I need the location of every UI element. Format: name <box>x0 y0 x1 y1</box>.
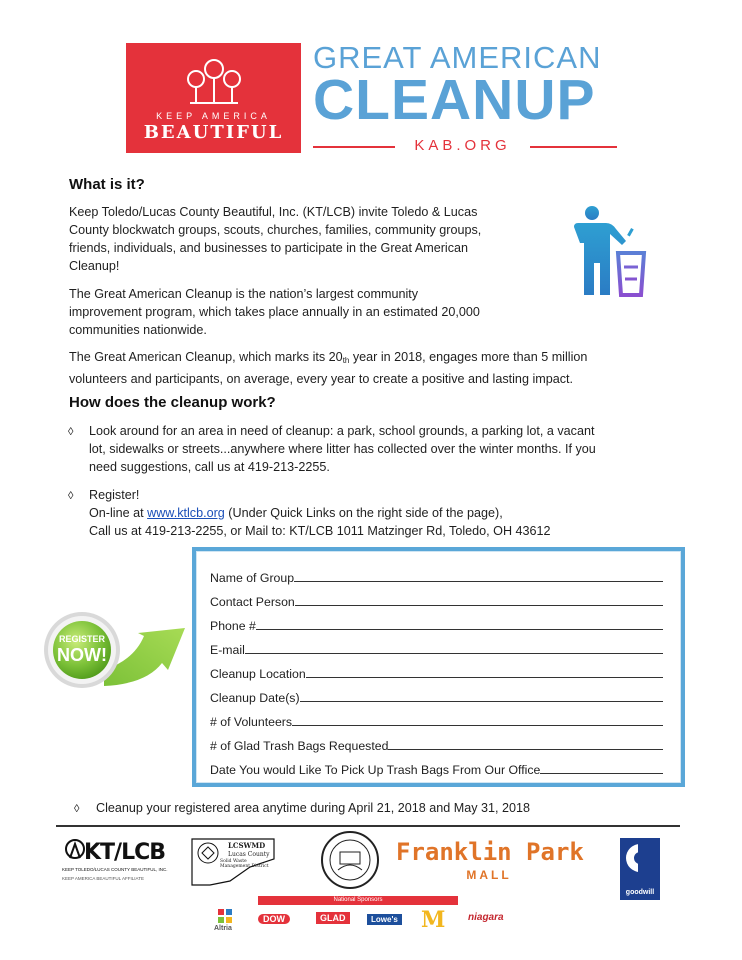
bullet-line: Look around for an area in need of cleanup: a park, school grounds, a parking lot, a vacant <box>89 424 595 438</box>
field-name-of-group[interactable] <box>210 567 663 585</box>
field-line <box>295 605 663 606</box>
bullet-line: lot, sidewalks or streets...anywhere where litter has collected over the winter months. If you <box>89 442 596 456</box>
field-label: # of Volunteers <box>210 715 293 729</box>
sponsor-dow: DOW <box>258 914 290 924</box>
program-line: The Great American Cleanup is the nation’s largest community <box>69 287 419 301</box>
ktlcb-affiliate: KEEP AMERICA BEAUTIFUL AFFILIATE <box>62 876 144 881</box>
field-line <box>388 749 663 750</box>
goodwill-logo <box>620 838 660 900</box>
heading-what-is-it: What is it? <box>69 176 145 193</box>
paragraph-program <box>69 285 480 339</box>
title-cleanup: CLEANUP <box>313 68 596 132</box>
field-pickup-date[interactable] <box>210 759 663 777</box>
bullet-icon: ◊ <box>68 490 74 502</box>
bullet-icon: ◊ <box>74 803 80 815</box>
national-sponsors-bar: National Sponsors <box>258 896 458 905</box>
field-volunteers[interactable] <box>210 711 663 729</box>
ktlcb-emblem-icon <box>64 838 86 864</box>
field-contact-person[interactable] <box>210 591 663 609</box>
register-badge-line1: REGISTER <box>58 634 105 644</box>
ktlcb-logo <box>62 836 168 886</box>
bullet-icon: ◊ <box>68 426 74 438</box>
online-text: On-line at <box>89 506 148 520</box>
sponsor-glad: GLAD <box>316 912 350 924</box>
intro-line: Cleanup! <box>69 259 120 273</box>
program-line: communities nationwide. <box>69 323 207 337</box>
field-label: Contact Person <box>210 595 295 609</box>
field-label: Phone # <box>210 619 256 633</box>
kab-line2: BEAUTIFUL <box>143 122 284 143</box>
impact-text: The Great American Cleanup, which marks its 20 <box>69 350 343 364</box>
sponsor-niagara: niagara <box>468 912 504 923</box>
field-line <box>306 677 663 678</box>
ktlcb-text: KT/LCB <box>84 840 166 865</box>
call-mail-text: Call us at 419-213-2255, or Mail to: KT/LCB 1011 Matzinger Rd, Toledo, OH 43612 <box>89 524 551 538</box>
sponsor-altria: Altria <box>214 925 232 932</box>
impact-line: volunteers and participants, on average, every year to create a positive and lasting impact. <box>69 372 574 386</box>
website-link[interactable]: www.ktlcb.org <box>147 506 225 520</box>
intro-line: friends, individuals, and businesses to participate in the Great American <box>69 241 469 255</box>
program-line: improvement program, which takes place annually in an estimated 20,000 <box>69 305 480 319</box>
footer-rule <box>56 825 680 827</box>
goodwill-smile-icon <box>624 842 656 878</box>
franklin-mall: MALL <box>466 868 512 882</box>
field-line <box>300 701 663 702</box>
field-label: Cleanup Date(s) <box>210 691 300 705</box>
franklin-park-mall-logo <box>396 838 582 880</box>
lcswmd-desc: Solid Waste Management District <box>220 859 269 869</box>
kab-logo <box>126 43 301 153</box>
field-trash-bags[interactable] <box>210 735 663 753</box>
field-email[interactable] <box>210 639 663 657</box>
register-heading: Register! <box>89 488 140 502</box>
lcswmd-logo <box>190 837 278 887</box>
intro-line: County blockwatch groups, scouts, churches, families, community groups, <box>69 223 482 237</box>
field-phone[interactable] <box>210 615 663 633</box>
ktlcb-subtitle: KEEP TOLEDO/LUCAS COUNTY BEAUTIFUL, INC. <box>62 867 168 872</box>
field-line <box>294 581 663 582</box>
lcswmd-county: Lucas County <box>228 851 270 858</box>
kab-line1: KEEP AMERICA <box>156 111 271 121</box>
divider-left <box>313 146 395 148</box>
field-label: Date You would Like To Pick Up Trash Bags From Our Office <box>210 763 541 777</box>
field-label: Cleanup Location <box>210 667 306 681</box>
kab-url[interactable]: KAB.ORG <box>414 137 511 154</box>
field-label: Name of Group <box>210 571 295 585</box>
impact-ordinal: th <box>342 356 350 365</box>
heading-how-it-works: How does the cleanup work? <box>69 394 276 411</box>
city-seal-icon <box>320 830 380 890</box>
goodwill-text: goodwill <box>625 889 655 896</box>
online-text: (Under Quick Links on the right side of the page), <box>224 506 503 520</box>
register-badge-line2: NOW! <box>57 645 107 665</box>
field-line <box>256 629 663 630</box>
divider-right <box>530 146 617 148</box>
bullet-look-around <box>89 422 596 476</box>
altria-icon <box>218 909 232 923</box>
lcswmd-title: LCSWMD <box>228 841 266 850</box>
intro-line: Keep Toledo/Lucas County Beautiful, Inc. (KT/LCB) invite Toledo & Lucas <box>69 205 478 219</box>
field-line <box>292 725 663 726</box>
field-cleanup-dates[interactable] <box>210 687 663 705</box>
paragraph-impact <box>69 348 587 388</box>
impact-text: year in 2018, engages more than 5 million <box>349 350 588 364</box>
field-label: E-mail <box>210 643 245 657</box>
franklin-title: Franklin Park <box>396 838 584 866</box>
paragraph-intro <box>69 203 481 275</box>
litter-person-icon <box>568 203 648 301</box>
field-line <box>245 653 663 654</box>
trees-icon <box>182 57 246 105</box>
field-label: # of Glad Trash Bags Requested <box>210 739 389 753</box>
bullet-register <box>89 486 551 540</box>
bullet-cleanup-dates: Cleanup your registered area anytime during April 21, 2018 and May 31, 2018 <box>96 801 531 815</box>
sponsor-mcdonalds: M <box>421 907 446 933</box>
sponsor-lowes: Lowe's <box>367 914 402 925</box>
bullet-line: need suggestions, call us at 419-213-2255. <box>89 460 330 474</box>
field-line <box>540 773 663 774</box>
title-great-american: GREAT AMERICAN <box>313 40 602 75</box>
field-cleanup-location[interactable] <box>210 663 663 681</box>
